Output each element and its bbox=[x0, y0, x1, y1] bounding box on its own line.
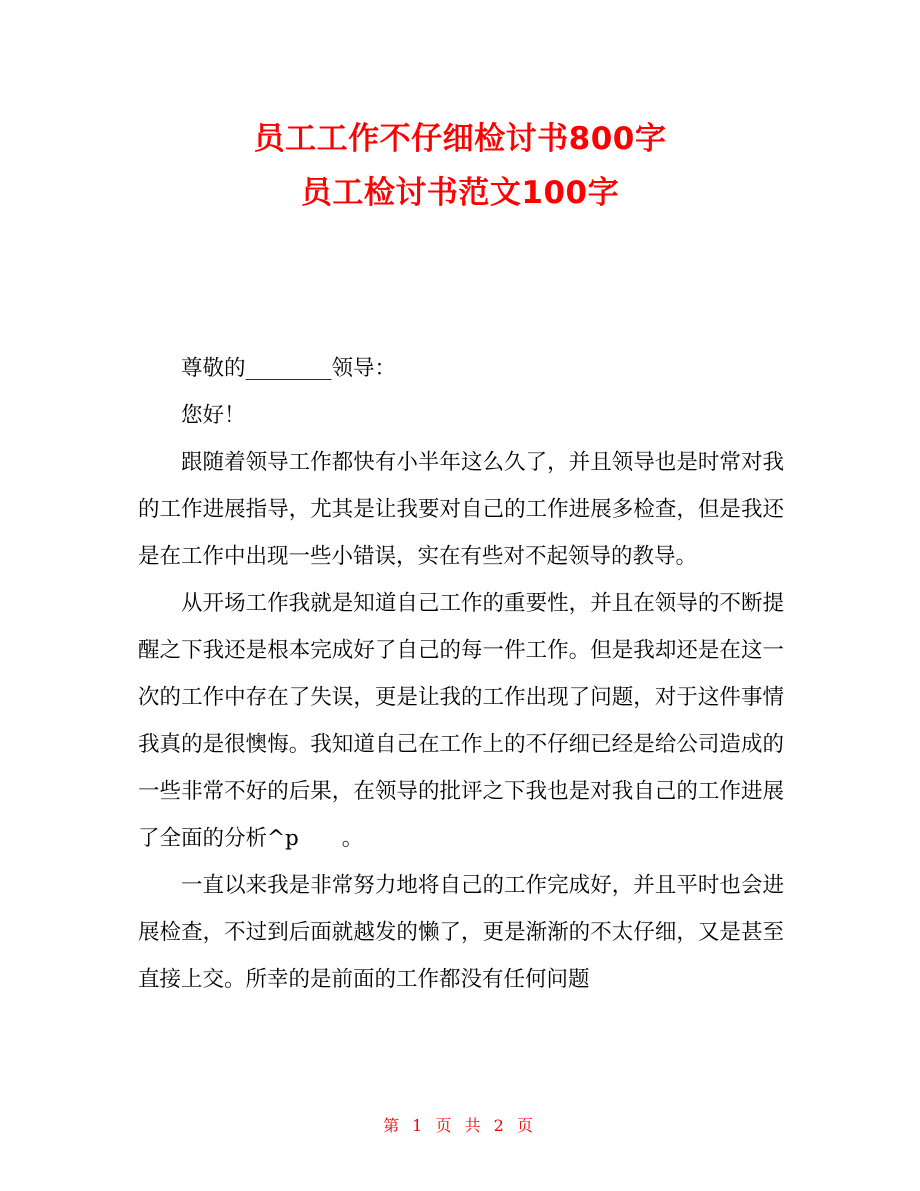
document-body bbox=[138, 345, 784, 1003]
greeting: 您好！ bbox=[181, 403, 246, 428]
page-footer: 第 1 页 共 2 页 bbox=[383, 1116, 537, 1135]
body-paragraph-2: 从开场工作我就是知道自己工作的重要性，并且在领导的不断提醒之下我还是根本完成好了自己的每一件工作。但是我却还是在这一次的工作中存在了失误，更是让我的工作出现了问题，对于这件事情我真的是很懊悔。我知道自己在工作上的不仔细已经是给公司造成的一些非常不好的后果，在领导的批评之下我也是对我自己的工作进展了全面的分析^p 。 bbox=[138, 591, 784, 851]
body-paragraph-3: 一直以来我是非常努力地将自己的工作完成好，并且平时也会进展检查，不过到后面就越发的懒了，更是渐渐的不太仔细，又是甚至直接上交。所幸的是前面的工作都没有任何问题 bbox=[138, 873, 784, 992]
document-title-line-2: 员工检讨书范文100字 bbox=[300, 175, 620, 211]
document-title-line-1: 员工工作不仔细检讨书800字 bbox=[253, 121, 667, 157]
body-paragraph-1: 跟随着领导工作都快有小半年这么久了，并且领导也是时常对我的工作进展指导，尤其是让我要对自己的工作进展多检查，但是我还是在工作中出现一些小错误，实在有些对不起领导的教导。 bbox=[138, 450, 784, 569]
salutation: 尊敬的________领导： bbox=[181, 356, 397, 381]
